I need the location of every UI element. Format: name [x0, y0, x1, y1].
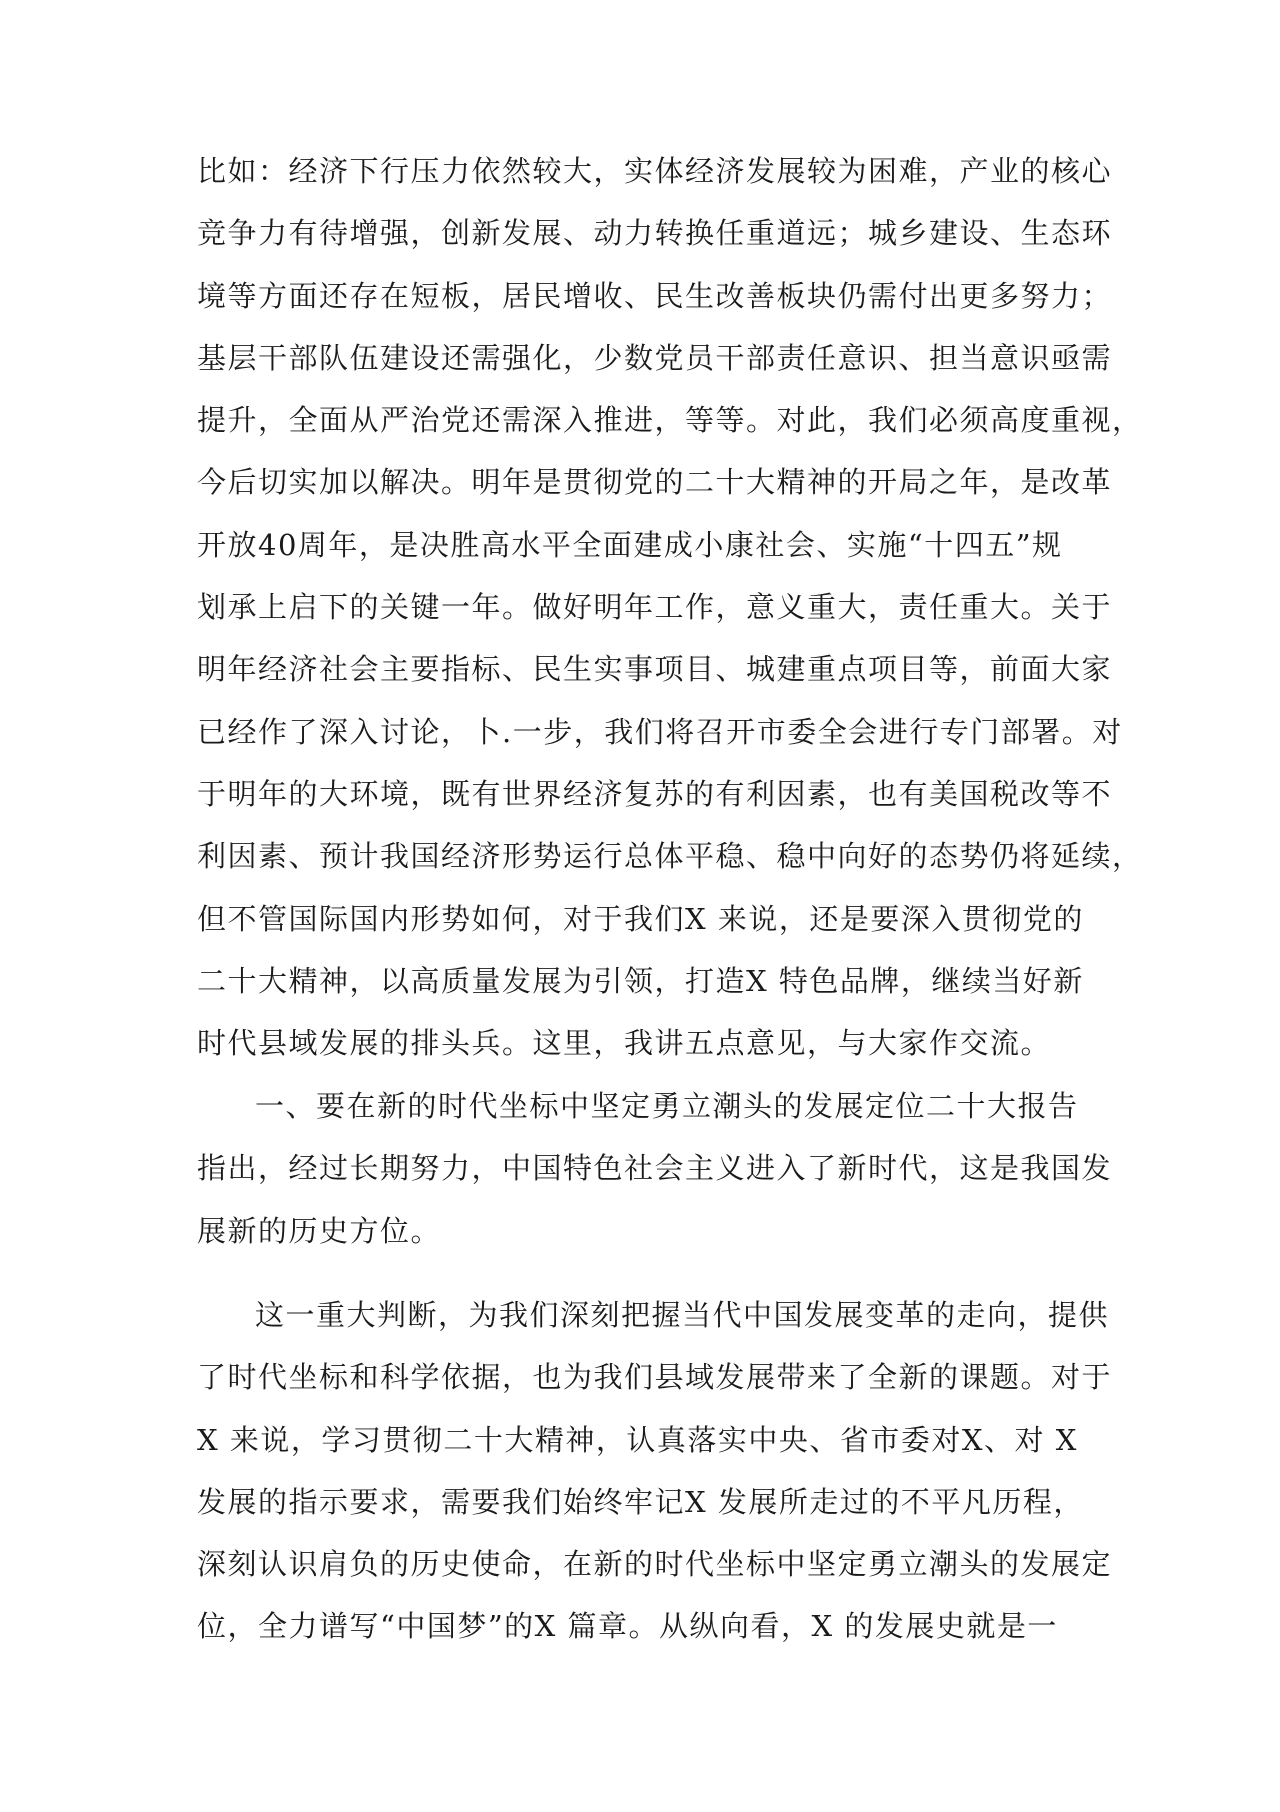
text-line: 展新的历史方位。 [197, 1213, 442, 1248]
text-line: 深刻认识肩负的历史使命，在新的时代坐标中坚定勇立潮头的发展定 [197, 1547, 1113, 1582]
text-line: 比如：经济下行压力依然较大，实体经济发展较为困难，产业的核心 [197, 154, 1113, 188]
text-line: 提升，全面从严治党还需深入推进，等等。对此，我们必须高度重视， [197, 403, 1143, 438]
text-line: 指出，经过长期努力，中国特色社会主义进入了新时代，这是我国发 [197, 1151, 1113, 1186]
paragraph-3 [197, 1284, 1113, 1658]
text-line: 基层干部队伍建设还需强化，少数党员干部责任意识、担当意识亟需 [197, 340, 1113, 375]
text-line: 位，全力谱写“中国梦”的X 篇章。从纵向看，X 的发展史就是一 [197, 1609, 1058, 1644]
text-line: X 来说，学习贯彻二十大精神，认真落实中央、省市委对X、对 X [197, 1422, 1078, 1457]
text-line: 开放40周年，是决胜高水平全面建成小康社会、实施“十四五”规 [197, 527, 1063, 562]
text-line: 了时代坐标和科学依据，也为我们县域发展带来了全新的课题。对于 [197, 1360, 1113, 1395]
text-line: 划承上启下的关键一年。做好明年工作，意义重大，责任重大。关于 [197, 590, 1113, 625]
paragraph-1 [197, 140, 1143, 1074]
text-line: 明年经济社会主要指标、民生实事项目、城建重点项目等，前面大家 [197, 652, 1113, 687]
text-line: 利因素、预计我国经济形势运行总体平稳、稳中向好的态势仍将延续， [197, 839, 1143, 874]
text-line: 已经作了深入讨论，卜.一步，我们将召开市委全会进行专门部署。对 [197, 714, 1123, 749]
paragraph-2 [197, 1075, 1113, 1262]
text-line: 时代县域发展的排头兵。这里，我讲五点意见，与大家作交流。 [197, 1026, 1052, 1061]
text-line: 但不管国际国内形势如何，对于我们X 来说，还是要深入贯彻党的 [197, 901, 1084, 936]
text-line: 今后切实加以解决。明年是贯彻党的二十大精神的开局之年，是改革 [197, 465, 1113, 500]
text-line: 竞争力有待增强，创新发展、动力转换任重道远；城乡建设、生态环 [197, 216, 1113, 251]
text-line: 二十大精神，以高质量发展为引领，打造X 特色品牌，继续当好新 [197, 963, 1084, 998]
text-line: 发展的指示要求，需要我们始终牢记X 发展所走过的不平凡历程， [197, 1484, 1084, 1519]
text-line: 这一重大判断，为我们深刻把握当代中国发展变革的走向，提供 [255, 1298, 1110, 1332]
text-line: 境等方面还存在短板，居民增收、民生改善板块仍需付出更多努力； [197, 278, 1113, 313]
text-line: 一、要在新的时代坐标中坚定勇立潮头的发展定位二十大报告 [255, 1089, 1079, 1123]
text-line: 于明年的大环境，既有世界经济复苏的有利因素，也有美国税改等不 [197, 776, 1113, 811]
